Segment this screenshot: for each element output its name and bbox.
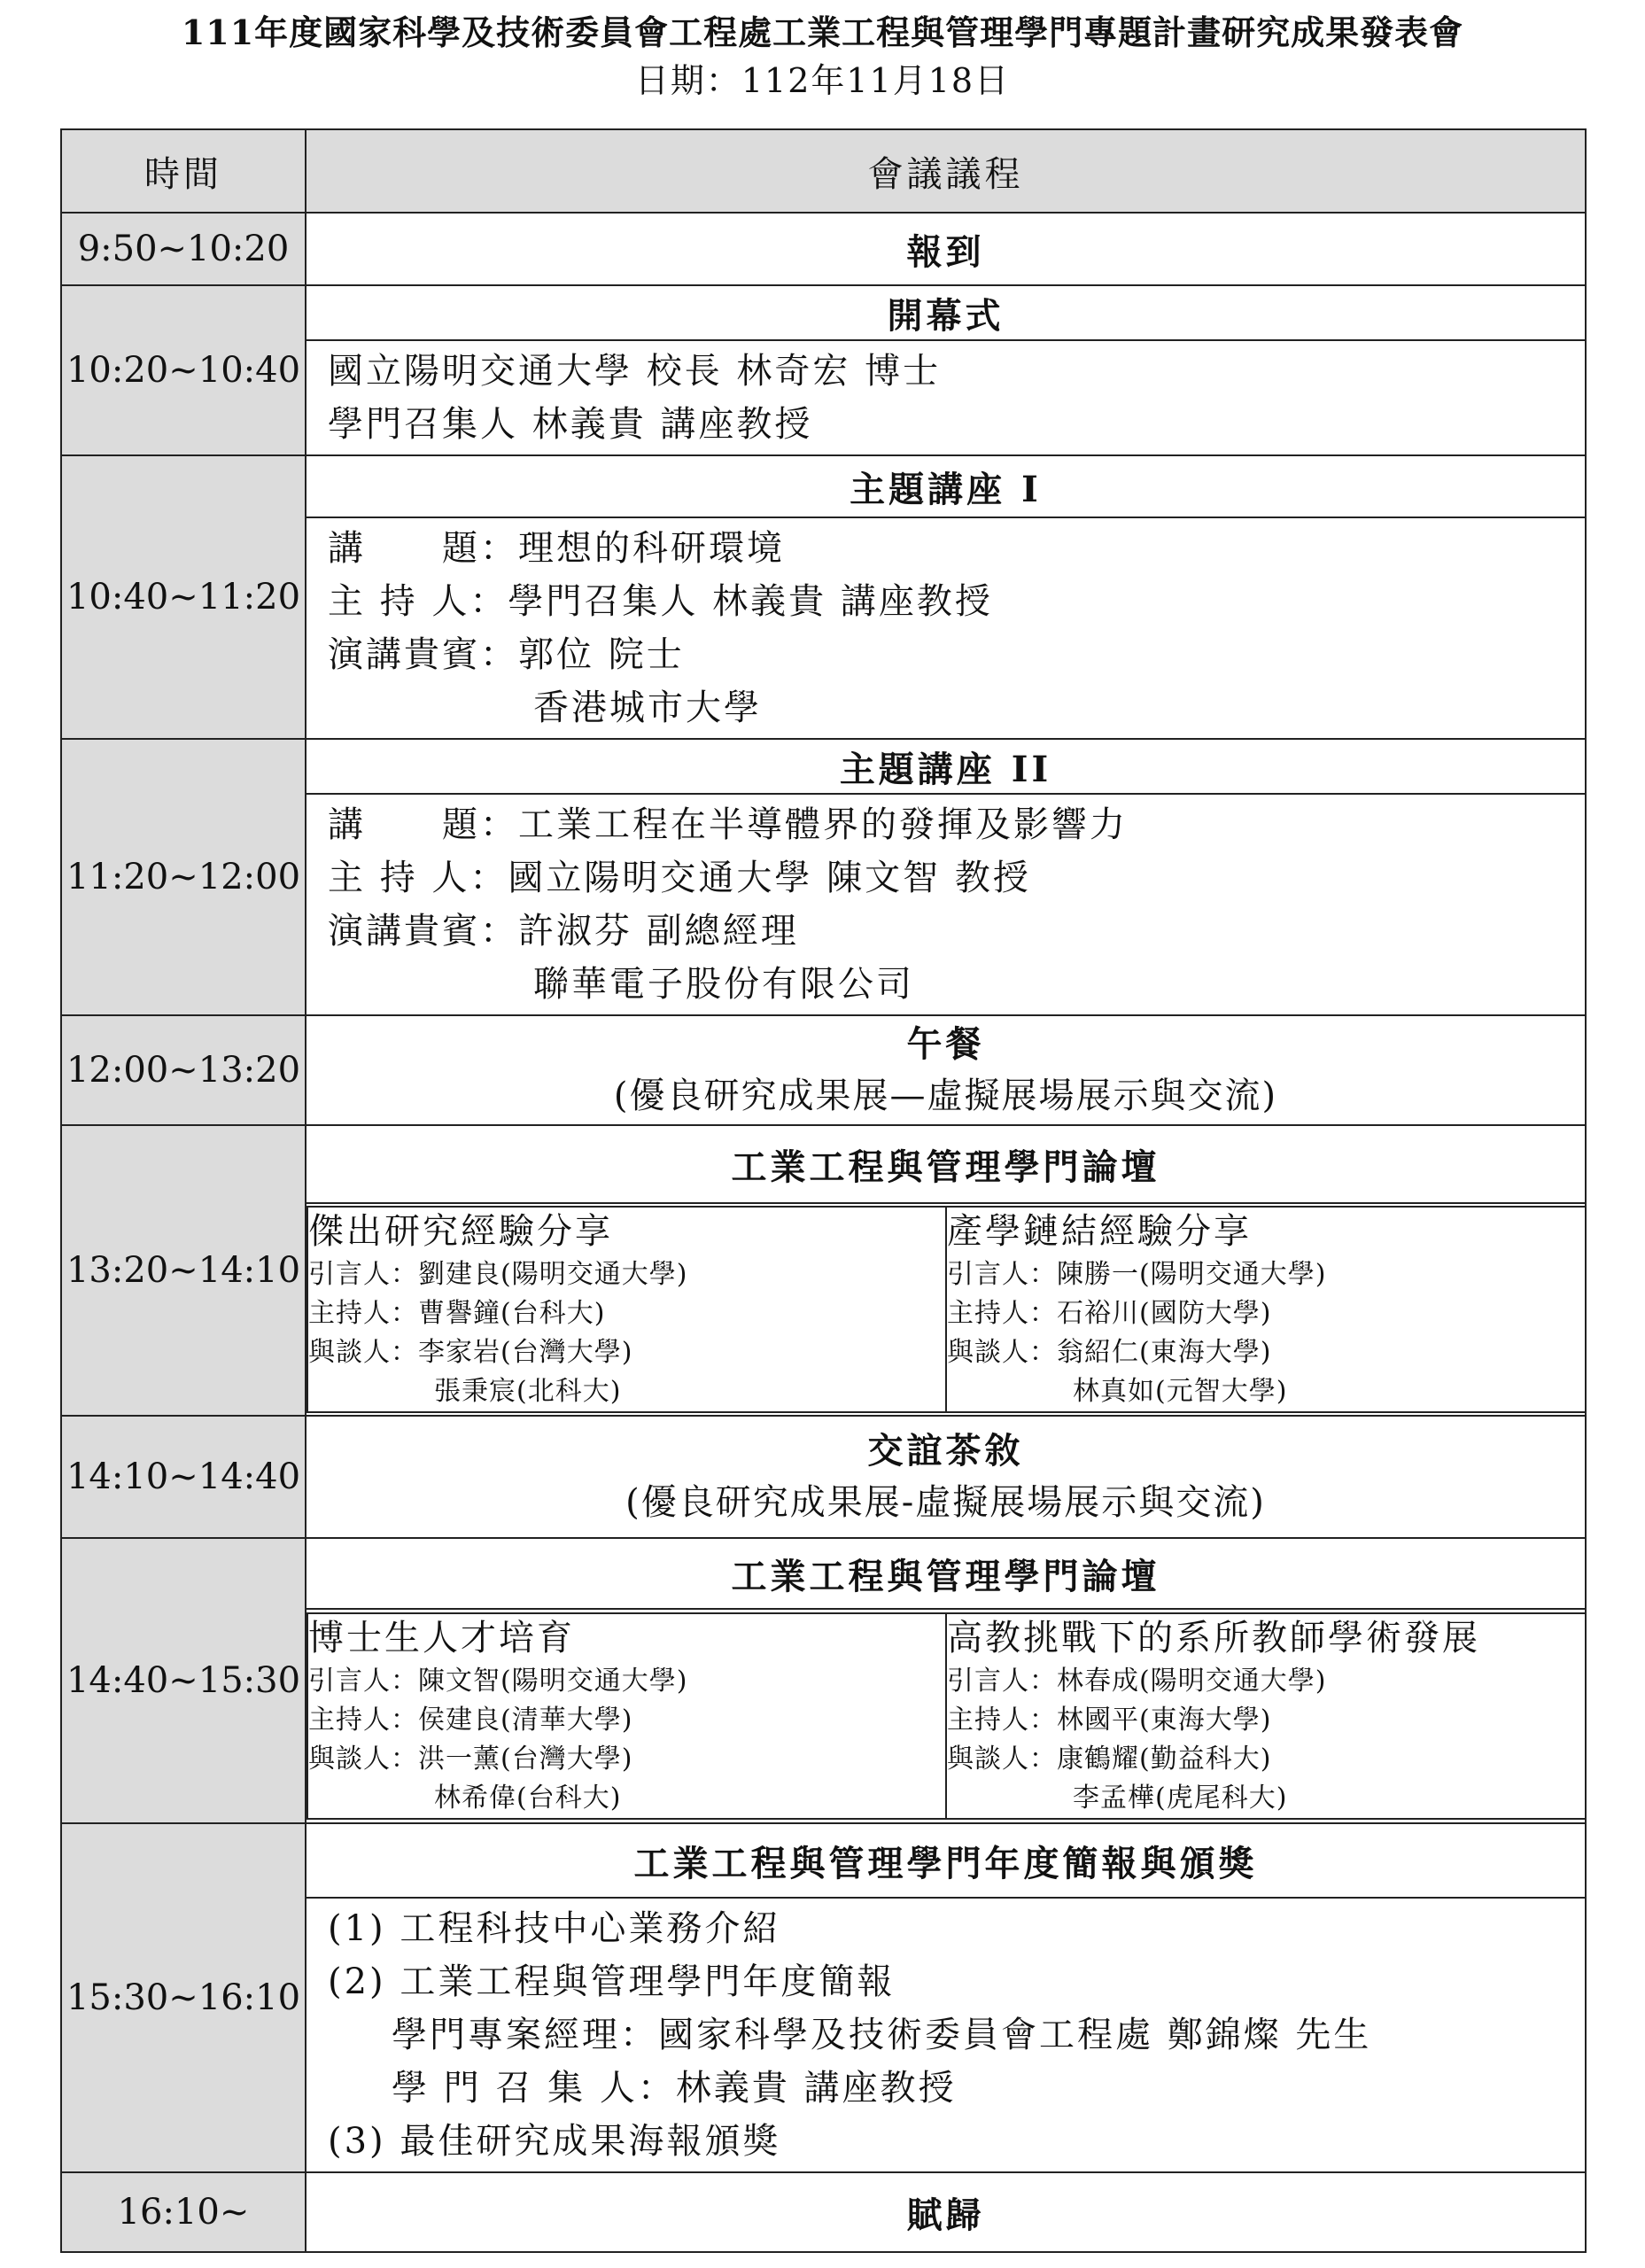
speaker-line: 演講貴賓：許淑芬 副總經理 [328,911,799,951]
topic-line: 講 題：工業工程在半導體界的發揮及影響力 [328,804,1128,845]
session-note: (優良研究成果展-虛擬展場展示與交流) [625,1482,1266,1523]
document-title: 111年度國家科學及技術委員會工程處工業工程與管理學門專題計畫研究成果發表會 [181,12,1464,52]
host-line: 主 持 人：國立陽明交通大學 陳文智 教授 [328,858,1031,898]
agenda-item: (2) 工業工程與管理學門年度簡報 [328,1961,896,2002]
agenda-subitem: 學 門 召 集 人：林義貴 講座教授 [392,2068,957,2109]
session-title: 工業工程與管理學門論壇 [306,1538,1586,1609]
forum-panels [306,1609,1586,1823]
panel-table [306,1612,1585,1820]
host-line: 主 持 人：學門召集人 林義貴 講座教授 [328,581,993,622]
table-row [61,285,1586,340]
panel-intro: 引言人：陳勝一(陽明交通大學) [947,1259,1327,1290]
session-details [306,340,1586,455]
time-cell: 14:10~14:40 [61,1416,306,1538]
session-title: 主題講座 II [306,739,1586,794]
time-cell: 14:40~15:30 [61,1538,306,1823]
agenda-item: (1) 工程科技中心業務介紹 [328,1908,781,1949]
session-title: 交誼茶敘 [867,1430,1024,1472]
session-details [306,517,1586,739]
affiliation-line: 聯華電子股份有限公司 [533,964,914,1005]
panel-right [946,1207,1585,1412]
detail-line: 學門召集人 林義貴 講座教授 [328,404,813,445]
panel-title: 高教挑戰下的系所教師學術發展 [947,1618,1480,1658]
panel-panelist: 林希偉(台科大) [434,1783,622,1814]
time-header: 時間 [61,129,306,213]
time-cell: 10:20~10:40 [61,285,306,455]
session-title: 主題講座 I [306,455,1586,517]
session-details [306,1898,1586,2172]
panel-panelist: 與談人：李家岩(台灣大學) [308,1337,633,1368]
session-title: 工業工程與管理學門論壇 [306,1125,1586,1203]
agenda-subitem: 學門專案經理：國家科學及技術委員會工程處 鄭錦燦 先生 [392,2015,1372,2055]
panel-panelist: 張秉宸(北科大) [434,1376,622,1407]
panel-panelist: 與談人：洪一薰(台灣大學) [308,1744,633,1775]
table-row [61,1015,1586,1125]
time-cell: 11:20~12:00 [61,739,306,1015]
agenda-table [60,128,1587,2253]
session-details [306,1416,1586,1538]
session-title: 報到 [306,213,1586,285]
table-row [61,2172,1586,2252]
header-row [61,129,1586,213]
forum-panels [306,1203,1586,1416]
session-title: 賦歸 [306,2172,1586,2252]
agenda-header: 會議議程 [306,129,1586,213]
panel-left [307,1207,946,1412]
session-title: 午餐 [906,1023,985,1065]
time-cell: 16:10~ [61,2172,306,2252]
session-title: 開幕式 [306,285,1586,340]
affiliation-line: 香港城市大學 [533,687,762,728]
session-details [306,794,1586,1015]
panel-title: 傑出研究經驗分享 [308,1211,613,1252]
table-row [61,1416,1586,1538]
panel-left [307,1613,946,1819]
table-row [61,1125,1586,1203]
time-cell: 10:40~11:20 [61,455,306,739]
table-row [61,455,1586,517]
agenda-item: (3) 最佳研究成果海報頒獎 [328,2121,781,2162]
panel-host: 主持人：侯建良(清華大學) [308,1705,633,1736]
speaker-line: 演講貴賓：郭位 院士 [328,634,685,675]
session-note: (優良研究成果展—虛擬展場展示與交流) [613,1076,1278,1116]
detail-line: 國立陽明交通大學 校長 林奇宏 博士 [328,351,942,392]
panel-table [306,1206,1585,1413]
table-row [61,1823,1586,1898]
time-cell: 15:30~16:10 [61,1823,306,2172]
panel-host: 主持人：曹譽鐘(台科大) [308,1298,606,1329]
panel-right [946,1613,1585,1819]
panel-panelist: 與談人：康鶴耀(勤益科大) [947,1744,1272,1775]
time-cell: 12:00~13:20 [61,1015,306,1125]
session-details [306,1015,1586,1125]
table-row [61,213,1586,285]
time-cell: 9:50~10:20 [61,213,306,285]
panel-intro: 引言人：林春成(陽明交通大學) [947,1666,1327,1697]
session-title: 工業工程與管理學門年度簡報與頒獎 [306,1823,1586,1898]
panel-panelist: 林真如(元智大學) [1073,1376,1288,1407]
time-cell: 13:20~14:10 [61,1125,306,1416]
panel-host: 主持人：石裕川(國防大學) [947,1298,1272,1329]
panel-panelist: 與談人：翁紹仁(東海大學) [947,1337,1272,1368]
panel-intro: 引言人：劉建良(陽明交通大學) [308,1259,688,1290]
panel-title: 產學鏈結經驗分享 [947,1211,1252,1252]
panel-title: 博士生人才培育 [308,1618,575,1658]
table-row [61,739,1586,794]
topic-line: 講 題：理想的科研環境 [328,528,785,569]
panel-panelist: 李孟樺(虎尾科大) [1073,1783,1288,1814]
event-date: 日期：112年11月18日 [634,61,1011,100]
panel-host: 主持人：林國平(東海大學) [947,1705,1272,1736]
table-row [61,1538,1586,1609]
panel-intro: 引言人：陳文智(陽明交通大學) [308,1666,688,1697]
